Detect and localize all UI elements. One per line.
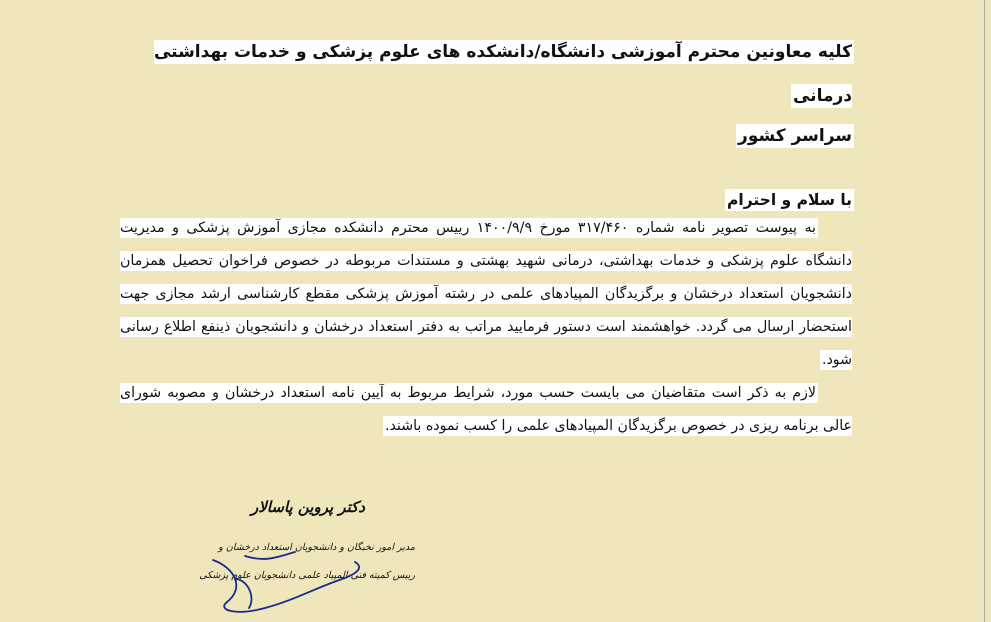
paragraph-2-text: لازم به ذکر است متقاضیان می بایست حسب مورد، شرایط مربوط به آیین نامه استعداد درخشان و مصوبه شورای عالی برنامه ریزی در خصوص برگزیدگان المپیادهای علمی را کسب نموده باشند. <box>120 385 852 434</box>
signatory-name: دکتر پروین پاسالار <box>250 498 365 516</box>
addressee-line-2-text: سراسر کشور <box>738 126 852 146</box>
greeting-text: با سلام و احترام <box>727 191 852 209</box>
addressee-line-1-text: کلیه معاونین محترم آموزشی دانشگاه/دانشکده های علوم پزشکی و خدمات بهداشتی درمانی <box>153 42 852 106</box>
signatory-title-2: رییس کمیته فنی المپیاد علمی دانشجویان علوم پزشکی <box>199 570 415 581</box>
addressee-line-2 <box>120 114 852 158</box>
signature-block <box>199 498 435 622</box>
paragraph-1 <box>120 212 852 377</box>
paragraph-2 <box>120 377 852 443</box>
paragraph-1-text: به پیوست تصویر نامه شماره ۳۱۷/۴۶۰ مورخ ۱۴۰۰/۹/۹ رییس محترم دانشکده مجازی آموزش پزشکی و مدیریت دانشگاه علوم پزشکی و خدمات بهداشتی، درمانی شهید بهشتی و مستندات مربوطه در خصوص فراخوان تحصیل همزمان دانشجویان استعداد درخشان و برگزیدگان المپیادهای علمی در رشته آموزش پزشکی مقطع کارشناسی ارشد مجازی جهت استحضار ارسال می گردد. خواهشمند است دستور فرمایید مراتب به دفتر استعداد درخشان و دانشجویان ذینفع اطلاع رسانی شود. <box>120 220 852 368</box>
page-edge-line <box>984 0 985 622</box>
letter-body <box>120 30 852 443</box>
greeting <box>120 188 852 212</box>
addressee-line-1 <box>120 30 852 118</box>
handwritten-signature-icon <box>205 538 385 622</box>
signatory-title-1: مدیر امور نخبگان و دانشجویان استعداد درخشان و <box>218 542 415 553</box>
